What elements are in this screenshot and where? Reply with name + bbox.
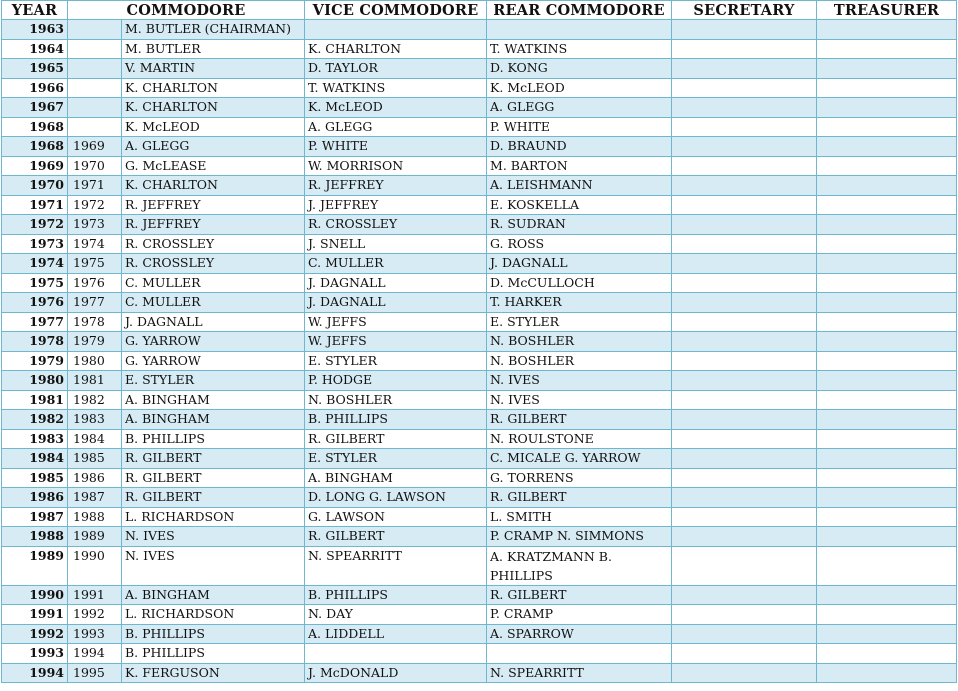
secretary-cell — [672, 585, 817, 605]
season-end-year-cell: 1976 — [68, 273, 122, 293]
year-cell: 1979 — [2, 351, 68, 371]
year-cell: 1965 — [2, 59, 68, 79]
year-cell: 1969 — [2, 156, 68, 176]
commodore-cell: A. BINGHAM — [122, 410, 305, 430]
year-cell: 1968 — [2, 117, 68, 137]
rear-commodore-cell: R. GILBERT — [487, 585, 672, 605]
commodore-cell: R. GILBERT — [122, 488, 305, 508]
commodore-cell: R. CROSSLEY — [122, 254, 305, 274]
table-row — [2, 371, 957, 391]
rear-commodore-cell: D. KONG — [487, 59, 672, 79]
rear-commodore-cell: A. GLEGG — [487, 98, 672, 118]
treasurer-cell — [817, 254, 957, 274]
year-cell: 1967 — [2, 98, 68, 118]
rear-commodore-cell: N. BOSHLER — [487, 332, 672, 352]
secretary-cell — [672, 117, 817, 137]
secretary-cell — [672, 195, 817, 215]
season-end-year-cell: 1990 — [68, 546, 122, 585]
commodore-cell: E. STYLER — [122, 371, 305, 391]
rear-commodore-cell: N. SPEARRITT — [487, 663, 672, 683]
commodore-cell: B. PHILLIPS — [122, 624, 305, 644]
table-row — [2, 215, 957, 235]
commodore-cell: R. GILBERT — [122, 449, 305, 469]
year-cell: 1963 — [2, 20, 68, 40]
treasurer-cell — [817, 312, 957, 332]
treasurer-cell — [817, 624, 957, 644]
secretary-header: SECRETARY — [672, 1, 817, 20]
year-cell: 1983 — [2, 429, 68, 449]
year-cell: 1984 — [2, 449, 68, 469]
treasurer-cell — [817, 156, 957, 176]
vice-commodore-cell: N. DAY — [305, 605, 487, 625]
vice-commodore-cell: E. STYLER — [305, 449, 487, 469]
header-row — [2, 1, 957, 20]
treasurer-cell — [817, 293, 957, 313]
year-cell: 1964 — [2, 39, 68, 59]
treasurer-header: TREASURER — [817, 1, 957, 20]
table-row — [2, 468, 957, 488]
treasurer-cell — [817, 644, 957, 664]
season-end-year-cell: 1969 — [68, 137, 122, 157]
commodore-cell: N. IVES — [122, 546, 305, 585]
rear-commodore-cell: C. MICALE G. YARROW — [487, 449, 672, 469]
vice-commodore-cell: N. BOSHLER — [305, 390, 487, 410]
table-row — [2, 98, 957, 118]
commodore-cell: G. McLEASE — [122, 156, 305, 176]
vice-commodore-cell: C. MULLER — [305, 254, 487, 274]
treasurer-cell — [817, 605, 957, 625]
rear-commodore-cell: M. BARTON — [487, 156, 672, 176]
vice-commodore-cell: A. GLEGG — [305, 117, 487, 137]
treasurer-cell — [817, 20, 957, 40]
year-header: YEAR — [2, 1, 68, 20]
table-row — [2, 137, 957, 157]
commodore-cell: R. GILBERT — [122, 468, 305, 488]
season-end-year-cell: 1995 — [68, 663, 122, 683]
rear-commodore-cell: P. CRAMP — [487, 605, 672, 625]
secretary-cell — [672, 507, 817, 527]
table-row — [2, 546, 957, 585]
secretary-cell — [672, 546, 817, 585]
secretary-cell — [672, 39, 817, 59]
table-row — [2, 293, 957, 313]
vice-commodore-cell: E. STYLER — [305, 351, 487, 371]
commodore-cell: B. PHILLIPS — [122, 644, 305, 664]
year-cell: 1972 — [2, 215, 68, 235]
treasurer-cell — [817, 234, 957, 254]
table-row — [2, 585, 957, 605]
rear-commodore-cell: N. BOSHLER — [487, 351, 672, 371]
secretary-cell — [672, 98, 817, 118]
table-row — [2, 254, 957, 274]
treasurer-cell — [817, 488, 957, 508]
commodore-cell: R. CROSSLEY — [122, 234, 305, 254]
treasurer-cell — [817, 585, 957, 605]
treasurer-cell — [817, 507, 957, 527]
vice-commodore-cell: G. LAWSON — [305, 507, 487, 527]
year-cell: 1990 — [2, 585, 68, 605]
vice-commodore-cell: T. WATKINS — [305, 78, 487, 98]
season-end-year-cell: 1980 — [68, 351, 122, 371]
table-row — [2, 156, 957, 176]
rear-commodore-cell: T. HARKER — [487, 293, 672, 313]
season-end-year-cell: 1977 — [68, 293, 122, 313]
secretary-cell — [672, 371, 817, 391]
commodore-cell: C. MULLER — [122, 293, 305, 313]
year-cell: 1977 — [2, 312, 68, 332]
season-end-year-cell: 1978 — [68, 312, 122, 332]
rear-commodore-cell: E. STYLER — [487, 312, 672, 332]
rear-commodore-cell: P. CRAMP N. SIMMONS — [487, 527, 672, 547]
season-end-year-cell — [68, 78, 122, 98]
season-end-year-cell — [68, 117, 122, 137]
season-end-year-cell: 1982 — [68, 390, 122, 410]
vice-commodore-cell: J. JEFFREY — [305, 195, 487, 215]
commodore-cell: B. PHILLIPS — [122, 429, 305, 449]
rear-commodore-cell: A. SPARROW — [487, 624, 672, 644]
season-end-year-cell: 1983 — [68, 410, 122, 430]
treasurer-cell — [817, 332, 957, 352]
commodore-cell: K. CHARLTON — [122, 98, 305, 118]
vice-commodore-cell: P. HODGE — [305, 371, 487, 391]
season-end-year-cell: 1988 — [68, 507, 122, 527]
vice-commodore-cell: R. JEFFREY — [305, 176, 487, 196]
vice-commodore-cell: J. McDONALD — [305, 663, 487, 683]
vice-commodore-cell: J. SNELL — [305, 234, 487, 254]
rear-commodore-cell: N. IVES — [487, 371, 672, 391]
treasurer-cell — [817, 215, 957, 235]
vice-commodore-cell: B. PHILLIPS — [305, 410, 487, 430]
commodore-cell: K. McLEOD — [122, 117, 305, 137]
rear-commodore-cell: R. GILBERT — [487, 410, 672, 430]
table-row — [2, 273, 957, 293]
rear-commodore-header: REAR COMMODORE — [487, 1, 672, 20]
table-row — [2, 410, 957, 430]
treasurer-cell — [817, 546, 957, 585]
commodore-cell: M. BUTLER — [122, 39, 305, 59]
rear-commodore-cell: R. SUDRAN — [487, 215, 672, 235]
year-cell: 1981 — [2, 390, 68, 410]
commodore-cell: A. BINGHAM — [122, 390, 305, 410]
season-end-year-cell: 1974 — [68, 234, 122, 254]
rear-commodore-cell — [487, 644, 672, 664]
treasurer-cell — [817, 390, 957, 410]
table-row — [2, 117, 957, 137]
year-cell: 1982 — [2, 410, 68, 430]
secretary-cell — [672, 390, 817, 410]
vice-commodore-cell: K. McLEOD — [305, 98, 487, 118]
treasurer-cell — [817, 429, 957, 449]
rear-commodore-cell: D. McCULLOCH — [487, 273, 672, 293]
year-cell: 1987 — [2, 507, 68, 527]
commodore-cell: V. MARTIN — [122, 59, 305, 79]
vice-commodore-cell: R. GILBERT — [305, 429, 487, 449]
secretary-cell — [672, 429, 817, 449]
table-row — [2, 351, 957, 371]
rear-commodore-cell: A. KRATZMANN B. PHILLIPS — [487, 546, 672, 585]
table-row — [2, 312, 957, 332]
commodore-cell: A. BINGHAM — [122, 585, 305, 605]
year-cell: 1991 — [2, 605, 68, 625]
secretary-cell — [672, 410, 817, 430]
season-end-year-cell: 1984 — [68, 429, 122, 449]
year-cell: 1970 — [2, 176, 68, 196]
year-cell: 1974 — [2, 254, 68, 274]
officers-table — [1, 0, 957, 683]
season-end-year-cell: 1979 — [68, 332, 122, 352]
treasurer-cell — [817, 98, 957, 118]
rear-commodore-cell: T. WATKINS — [487, 39, 672, 59]
season-end-year-cell — [68, 59, 122, 79]
year-cell: 1973 — [2, 234, 68, 254]
commodore-cell: J. DAGNALL — [122, 312, 305, 332]
vice-commodore-cell: A. LIDDELL — [305, 624, 487, 644]
season-end-year-cell — [68, 98, 122, 118]
table-row — [2, 449, 957, 469]
rear-commodore-cell: L. SMITH — [487, 507, 672, 527]
table-row — [2, 59, 957, 79]
secretary-cell — [672, 254, 817, 274]
table-row — [2, 527, 957, 547]
rear-commodore-cell — [487, 20, 672, 40]
season-end-year-cell: 1993 — [68, 624, 122, 644]
rear-commodore-cell: N. ROULSTONE — [487, 429, 672, 449]
secretary-cell — [672, 468, 817, 488]
table-row — [2, 20, 957, 40]
season-end-year-cell: 1972 — [68, 195, 122, 215]
rear-commodore-cell: K. McLEOD — [487, 78, 672, 98]
vice-commodore-cell — [305, 644, 487, 664]
vice-commodore-cell: D. LONG G. LAWSON — [305, 488, 487, 508]
treasurer-cell — [817, 449, 957, 469]
secretary-cell — [672, 234, 817, 254]
commodore-cell: L. RICHARDSON — [122, 605, 305, 625]
rear-commodore-cell: D. BRAUND — [487, 137, 672, 157]
treasurer-cell — [817, 410, 957, 430]
secretary-cell — [672, 332, 817, 352]
vice-commodore-cell: B. PHILLIPS — [305, 585, 487, 605]
commodore-header: COMMODORE — [68, 1, 305, 20]
treasurer-cell — [817, 137, 957, 157]
year-cell: 1992 — [2, 624, 68, 644]
treasurer-cell — [817, 39, 957, 59]
table-row — [2, 624, 957, 644]
rear-commodore-cell: G. ROSS — [487, 234, 672, 254]
table-row — [2, 78, 957, 98]
secretary-cell — [672, 644, 817, 664]
commodore-cell: R. JEFFREY — [122, 215, 305, 235]
year-cell: 1993 — [2, 644, 68, 664]
secretary-cell — [672, 293, 817, 313]
table-row — [2, 390, 957, 410]
vice-commodore-cell — [305, 20, 487, 40]
table-row — [2, 176, 957, 196]
treasurer-cell — [817, 273, 957, 293]
vice-commodore-cell: N. SPEARRITT — [305, 546, 487, 585]
vice-commodore-cell: A. BINGHAM — [305, 468, 487, 488]
table-row — [2, 195, 957, 215]
season-end-year-cell: 1987 — [68, 488, 122, 508]
table-row — [2, 507, 957, 527]
treasurer-cell — [817, 371, 957, 391]
season-end-year-cell: 1994 — [68, 644, 122, 664]
rear-commodore-cell: A. LEISHMANN — [487, 176, 672, 196]
table-row — [2, 332, 957, 352]
secretary-cell — [672, 176, 817, 196]
treasurer-cell — [817, 117, 957, 137]
vice-commodore-cell: W. JEFFS — [305, 312, 487, 332]
season-end-year-cell — [68, 39, 122, 59]
year-cell: 1968 — [2, 137, 68, 157]
table-row — [2, 39, 957, 59]
secretary-cell — [672, 605, 817, 625]
vice-commodore-cell: W. MORRISON — [305, 156, 487, 176]
treasurer-cell — [817, 59, 957, 79]
season-end-year-cell: 1992 — [68, 605, 122, 625]
treasurer-cell — [817, 468, 957, 488]
secretary-cell — [672, 624, 817, 644]
table-row — [2, 644, 957, 664]
vice-commodore-cell: W. JEFFS — [305, 332, 487, 352]
secretary-cell — [672, 488, 817, 508]
year-cell: 1971 — [2, 195, 68, 215]
year-cell: 1980 — [2, 371, 68, 391]
vice-commodore-cell: R. GILBERT — [305, 527, 487, 547]
commodore-cell: G. YARROW — [122, 332, 305, 352]
secretary-cell — [672, 59, 817, 79]
table-row — [2, 605, 957, 625]
vice-commodore-cell: J. DAGNALL — [305, 273, 487, 293]
secretary-cell — [672, 312, 817, 332]
table-header — [2, 1, 957, 20]
year-cell: 1985 — [2, 468, 68, 488]
treasurer-cell — [817, 663, 957, 683]
treasurer-cell — [817, 527, 957, 547]
treasurer-cell — [817, 176, 957, 196]
vice-commodore-cell: P. WHITE — [305, 137, 487, 157]
year-cell: 1989 — [2, 546, 68, 585]
year-cell: 1988 — [2, 527, 68, 547]
rear-commodore-cell: E. KOSKELLA — [487, 195, 672, 215]
secretary-cell — [672, 663, 817, 683]
secretary-cell — [672, 449, 817, 469]
commodore-cell: A. GLEGG — [122, 137, 305, 157]
season-end-year-cell: 1985 — [68, 449, 122, 469]
secretary-cell — [672, 273, 817, 293]
secretary-cell — [672, 20, 817, 40]
treasurer-cell — [817, 351, 957, 371]
secretary-cell — [672, 156, 817, 176]
secretary-cell — [672, 137, 817, 157]
commodore-cell: C. MULLER — [122, 273, 305, 293]
rear-commodore-cell: P. WHITE — [487, 117, 672, 137]
vice-commodore-cell: J. DAGNALL — [305, 293, 487, 313]
table-row — [2, 234, 957, 254]
season-end-year-cell — [68, 20, 122, 40]
rear-commodore-cell: N. IVES — [487, 390, 672, 410]
commodore-cell: G. YARROW — [122, 351, 305, 371]
season-end-year-cell: 1973 — [68, 215, 122, 235]
year-cell: 1975 — [2, 273, 68, 293]
rear-commodore-cell: J. DAGNALL — [487, 254, 672, 274]
table-body — [2, 20, 957, 683]
season-end-year-cell: 1981 — [68, 371, 122, 391]
year-cell: 1976 — [2, 293, 68, 313]
year-cell: 1986 — [2, 488, 68, 508]
commodore-cell: M. BUTLER (CHAIRMAN) — [122, 20, 305, 40]
season-end-year-cell: 1989 — [68, 527, 122, 547]
vice-commodore-cell: R. CROSSLEY — [305, 215, 487, 235]
commodore-cell: K. CHARLTON — [122, 176, 305, 196]
vice-commodore-cell: D. TAYLOR — [305, 59, 487, 79]
commodore-cell: K. FERGUSON — [122, 663, 305, 683]
season-end-year-cell: 1971 — [68, 176, 122, 196]
secretary-cell — [672, 215, 817, 235]
commodore-cell: K. CHARLTON — [122, 78, 305, 98]
table-row — [2, 488, 957, 508]
table-row — [2, 429, 957, 449]
table-row — [2, 663, 957, 683]
year-cell: 1978 — [2, 332, 68, 352]
treasurer-cell — [817, 78, 957, 98]
vice-commodore-cell: K. CHARLTON — [305, 39, 487, 59]
year-cell: 1994 — [2, 663, 68, 683]
season-end-year-cell: 1970 — [68, 156, 122, 176]
secretary-cell — [672, 527, 817, 547]
commodore-cell: N. IVES — [122, 527, 305, 547]
secretary-cell — [672, 351, 817, 371]
season-end-year-cell: 1991 — [68, 585, 122, 605]
commodore-cell: L. RICHARDSON — [122, 507, 305, 527]
secretary-cell — [672, 78, 817, 98]
rear-commodore-cell: R. GILBERT — [487, 488, 672, 508]
season-end-year-cell: 1975 — [68, 254, 122, 274]
vice-commodore-header: VICE COMMODORE — [305, 1, 487, 20]
year-cell: 1966 — [2, 78, 68, 98]
treasurer-cell — [817, 195, 957, 215]
rear-commodore-cell: G. TORRENS — [487, 468, 672, 488]
season-end-year-cell: 1986 — [68, 468, 122, 488]
commodore-cell: R. JEFFREY — [122, 195, 305, 215]
